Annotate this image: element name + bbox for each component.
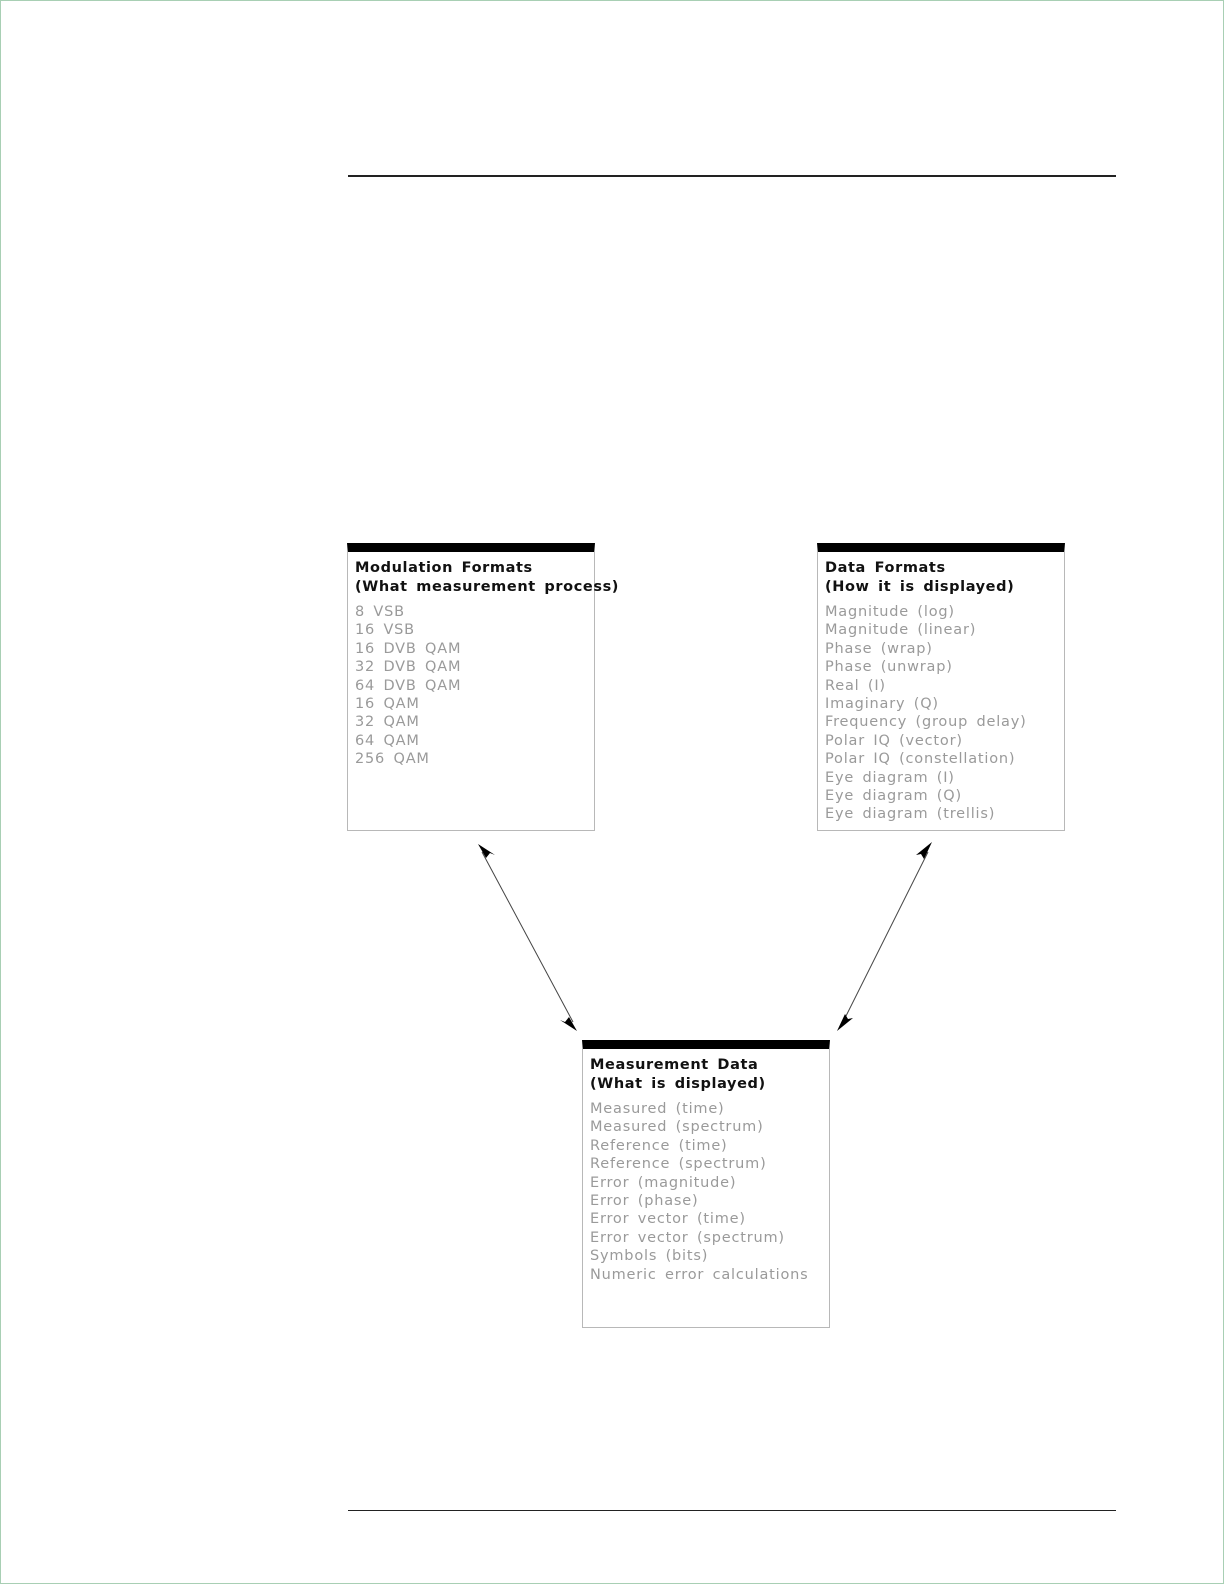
list-item: 16 VSB: [355, 622, 415, 639]
list-item: Magnitude (log): [825, 604, 955, 620]
list-item: Phase (wrap): [825, 640, 933, 657]
modulation-formats-subtitle: (What measurement process): [355, 579, 620, 595]
list-item: Frequency (group delay): [825, 714, 1027, 731]
connector-line: [843, 852, 928, 1022]
list-item: Phase (unwrap): [825, 659, 953, 676]
arrowhead-icon: [916, 842, 932, 859]
bottom-rule: [348, 1510, 1116, 1511]
arrowhead-icon: [560, 1017, 577, 1031]
list-item: Symbols (bits): [590, 1248, 709, 1265]
list-item: Error (magnitude): [590, 1174, 737, 1191]
list-item: Measured (time): [590, 1101, 725, 1117]
data-formats-subtitle: (How it is displayed): [825, 579, 1015, 595]
list-item: Error vector (spectrum): [590, 1229, 785, 1246]
measurement-data-subtitle: (What is displayed): [590, 1076, 766, 1092]
list-item: Real (I): [825, 677, 886, 694]
list-item: 16 QAM: [355, 696, 420, 713]
arrowhead-icon: [837, 1014, 853, 1031]
measurement-data-title: Measurement Data: [590, 1057, 759, 1073]
list-item: Imaginary (Q): [825, 696, 939, 713]
list-item: Eye diagram (Q): [825, 788, 962, 805]
connector-line: [482, 852, 573, 1022]
list-item: Eye diagram (I): [825, 769, 955, 786]
list-item: Eye diagram (trellis): [825, 806, 996, 823]
list-item: Polar IQ (vector): [825, 732, 963, 749]
list-item: Error vector (time): [590, 1211, 746, 1228]
list-item: Polar IQ (constellation): [825, 751, 1016, 768]
list-item: 16 DVB QAM: [355, 640, 462, 657]
list-item: 32 QAM: [355, 714, 420, 731]
arrowhead-icon: [478, 844, 495, 858]
list-item: Reference (time): [590, 1137, 728, 1154]
modulation-formats-title: Modulation Formats: [355, 560, 533, 576]
connector-modulation-to-measurement: [478, 844, 577, 1031]
list-item: Measured (spectrum): [590, 1119, 764, 1136]
list-item: 32 DVB QAM: [355, 659, 462, 676]
list-item: 64 DVB QAM: [355, 677, 462, 694]
data-formats-title: Data Formats: [825, 560, 946, 576]
list-item: 64 QAM: [355, 732, 420, 749]
list-item: 256 QAM: [355, 751, 430, 768]
list-item: 8 VSB: [355, 604, 405, 620]
list-item: Reference (spectrum): [590, 1156, 767, 1173]
connector-data-formats-to-measurement: [837, 842, 932, 1031]
list-item: Magnitude (linear): [825, 622, 977, 639]
list-item: Numeric error calculations: [590, 1266, 809, 1283]
list-item: Error (phase): [590, 1193, 699, 1210]
